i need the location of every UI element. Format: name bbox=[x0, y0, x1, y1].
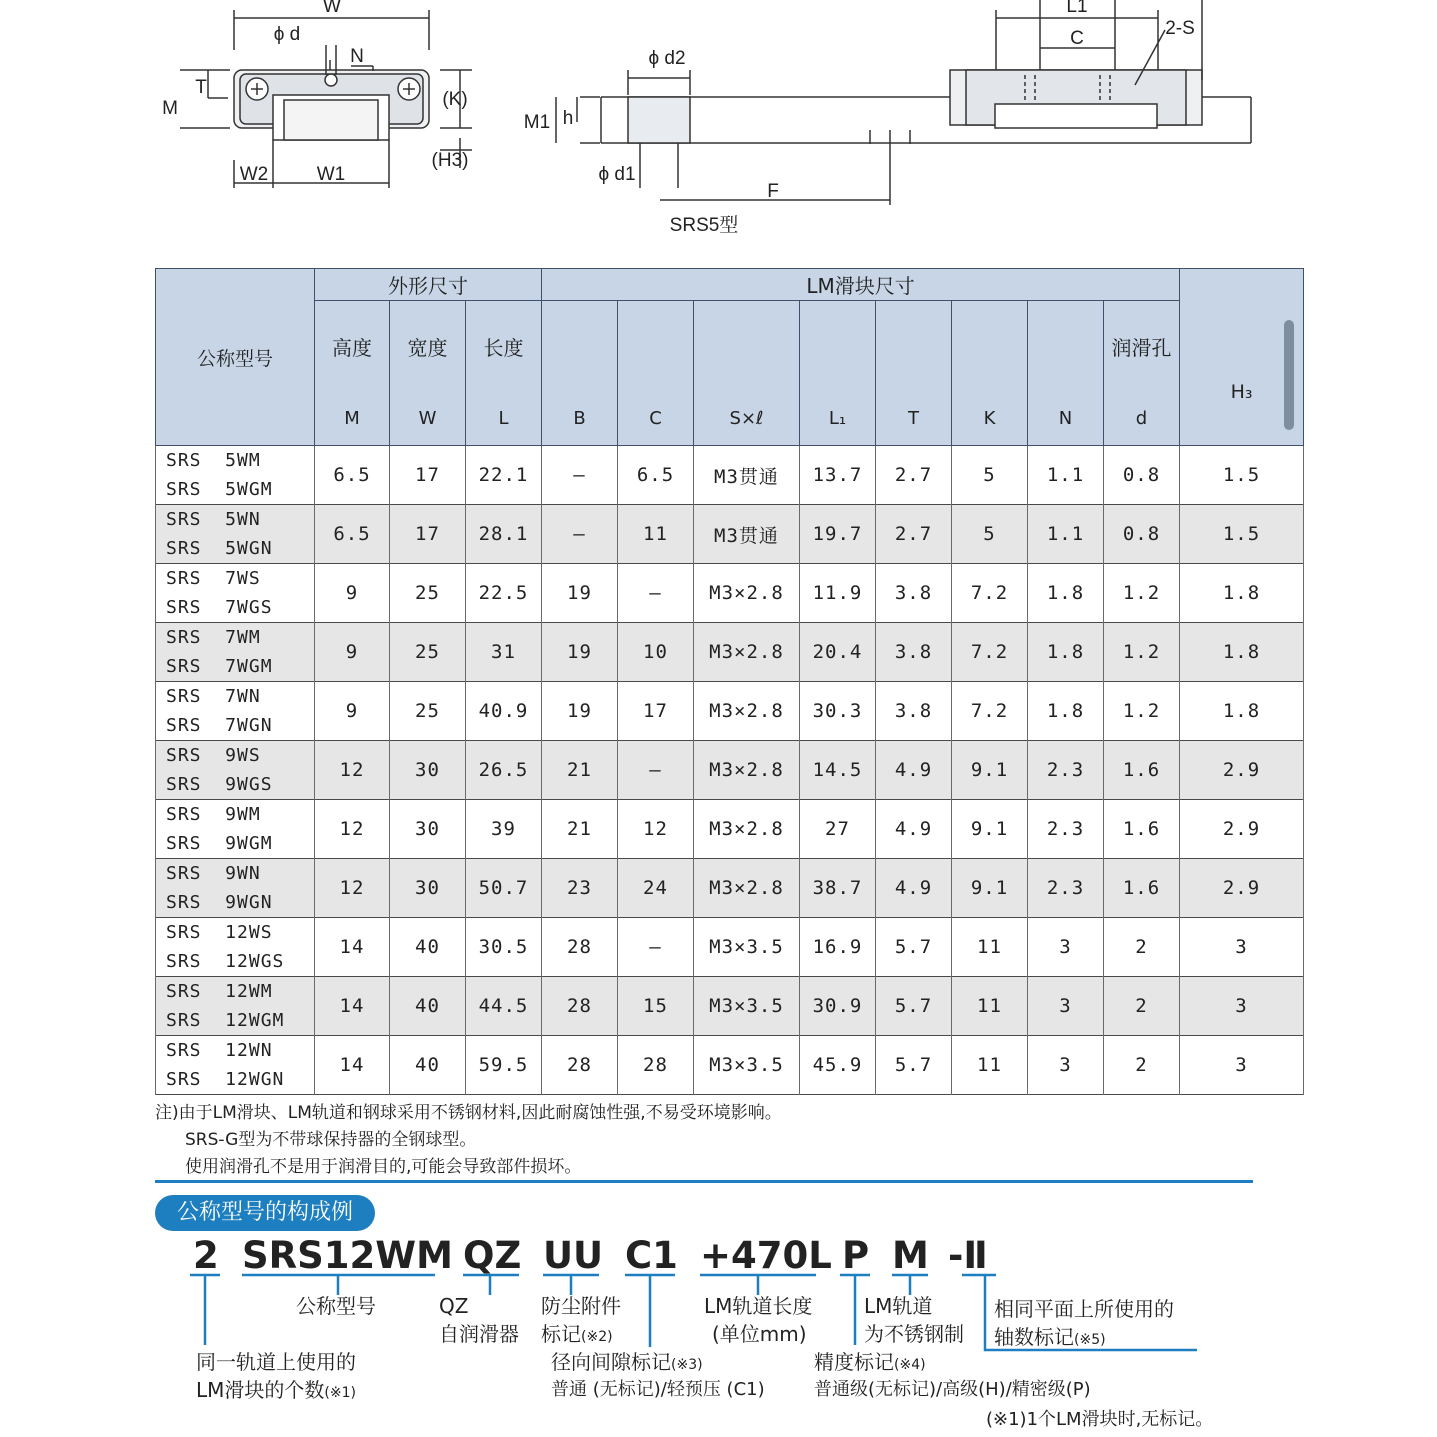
table-cell: 7.2 bbox=[952, 682, 1028, 741]
dim-L1: L1 bbox=[1066, 0, 1088, 17]
table-cell: 30.5 bbox=[466, 918, 542, 977]
code-count: 2 bbox=[193, 1234, 219, 1277]
table-cell: 44.5 bbox=[466, 977, 542, 1036]
caption-count-note: (※1) bbox=[324, 1385, 356, 1401]
model-cell bbox=[156, 564, 315, 623]
table-cell: 9 bbox=[315, 623, 390, 682]
table-row bbox=[156, 505, 1304, 564]
table-cell: 20.4 bbox=[800, 623, 876, 682]
table-cell: 1.1 bbox=[1028, 505, 1104, 564]
table-cell: 25 bbox=[390, 564, 466, 623]
table-cell: 28 bbox=[618, 1036, 694, 1095]
table-cell: 23 bbox=[542, 859, 618, 918]
section-divider bbox=[155, 1180, 1253, 1183]
table-cell: 38.7 bbox=[800, 859, 876, 918]
table-cell: 1.6 bbox=[1104, 800, 1180, 859]
sym-B: B bbox=[542, 391, 618, 446]
table-cell: 12 bbox=[315, 859, 390, 918]
table-cell: 12 bbox=[618, 800, 694, 859]
table-cell: 3 bbox=[1028, 1036, 1104, 1095]
lbl-blank-l1 bbox=[800, 301, 876, 392]
table-cell: 1.2 bbox=[1104, 682, 1180, 741]
table-cell: M3×2.8 bbox=[694, 800, 800, 859]
code-qz: QZ bbox=[463, 1234, 522, 1277]
caption-qz-1: QZ bbox=[439, 1294, 469, 1318]
model-cell bbox=[156, 741, 315, 800]
table-cell: 2.9 bbox=[1180, 800, 1304, 859]
caption-uu-note: (※2) bbox=[581, 1329, 613, 1345]
model-cell bbox=[156, 682, 315, 741]
table-cell: M3×3.5 bbox=[694, 1036, 800, 1095]
table-row bbox=[156, 623, 1304, 682]
lbl-blank-b bbox=[542, 301, 618, 392]
table-cell: 28 bbox=[542, 918, 618, 977]
table-cell: 21 bbox=[542, 800, 618, 859]
caption-axis-2: 轴数标记(※5) bbox=[994, 1325, 1106, 1349]
table-cell: 59.5 bbox=[466, 1036, 542, 1095]
table-cell: 50.7 bbox=[466, 859, 542, 918]
code-m: M bbox=[892, 1234, 929, 1277]
table-cell: M3×2.8 bbox=[694, 682, 800, 741]
group-lm-block-dims: LM滑块尺寸 bbox=[542, 269, 1180, 301]
table-cell: 28 bbox=[542, 977, 618, 1036]
table-cell: 28 bbox=[542, 1036, 618, 1095]
table-cell: M3×2.8 bbox=[694, 623, 800, 682]
dim-W: W bbox=[323, 0, 341, 17]
table-cell: 40 bbox=[390, 918, 466, 977]
table-cell: 14 bbox=[315, 977, 390, 1036]
table-cell: 9.1 bbox=[952, 741, 1028, 800]
table-cell: 1.8 bbox=[1028, 682, 1104, 741]
table-cell: 3.8 bbox=[876, 623, 952, 682]
table-cell: 3 bbox=[1180, 918, 1304, 977]
table-cell: M3×2.8 bbox=[694, 859, 800, 918]
caption-len-2: (单位mm) bbox=[712, 1322, 807, 1346]
caption-len-1: LM轨道长度 bbox=[704, 1294, 813, 1318]
table-cell: 5 bbox=[952, 446, 1028, 505]
table-cell: 3.8 bbox=[876, 682, 952, 741]
model-cell bbox=[156, 859, 315, 918]
table-cell: 6.5 bbox=[315, 505, 390, 564]
table-cell: 10 bbox=[618, 623, 694, 682]
lbl-blank-k bbox=[952, 301, 1028, 392]
sym-C: C bbox=[618, 391, 694, 446]
table-cell: M3×3.5 bbox=[694, 977, 800, 1036]
code-model: SRS12WM bbox=[242, 1234, 453, 1277]
dim-phi-d1: ϕ d1 bbox=[598, 164, 636, 185]
caption-p-note: (※4) bbox=[894, 1357, 926, 1373]
table-cell: 19 bbox=[542, 623, 618, 682]
table-cell: 26.5 bbox=[466, 741, 542, 800]
table-cell: 17 bbox=[390, 446, 466, 505]
caption-c1-1: 径向间隙标记(※3) bbox=[551, 1350, 703, 1374]
dim-W2: W2 bbox=[239, 164, 269, 185]
table-row bbox=[156, 918, 1304, 977]
table-cell: 9 bbox=[315, 682, 390, 741]
table-cell: 0.8 bbox=[1104, 446, 1180, 505]
table-cell: 3 bbox=[1028, 977, 1104, 1036]
table-cell: 14 bbox=[315, 1036, 390, 1095]
caption-p-1: 精度标记(※4) bbox=[814, 1350, 926, 1374]
table-cell: 30 bbox=[390, 859, 466, 918]
code-uu: UU bbox=[543, 1234, 604, 1277]
table-cell: 3 bbox=[1180, 1036, 1304, 1095]
sym-T: T bbox=[876, 391, 952, 446]
table-row bbox=[156, 977, 1304, 1036]
caption-axis-note: (※5) bbox=[1074, 1332, 1106, 1348]
table-cell: 45.9 bbox=[800, 1036, 876, 1095]
dim-phi-d2: ϕ d2 bbox=[648, 48, 686, 69]
lbl-width: 宽度 bbox=[390, 301, 466, 392]
table-cell: 5 bbox=[952, 505, 1028, 564]
table-cell: 11 bbox=[952, 1036, 1028, 1095]
table-cell: 4.9 bbox=[876, 859, 952, 918]
table-cell: — bbox=[618, 918, 694, 977]
section-title: 公称型号的构成例 bbox=[155, 1195, 375, 1231]
table-cell: 17 bbox=[618, 682, 694, 741]
note-2: SRS-G型为不带球保持器的全钢球型。 bbox=[185, 1130, 477, 1150]
table-cell: 31 bbox=[466, 623, 542, 682]
table-cell: 0.8 bbox=[1104, 505, 1180, 564]
table-cell: 11 bbox=[952, 977, 1028, 1036]
table-cell: 3 bbox=[1028, 918, 1104, 977]
caption-count-2: LM滑块的个数(※1) bbox=[196, 1378, 356, 1402]
table-cell: 40.9 bbox=[466, 682, 542, 741]
caption-p-2: 普通级(无标记)/高级(H)/精密级(P) bbox=[814, 1379, 1091, 1400]
table-cell: 19 bbox=[542, 564, 618, 623]
dim-M: M bbox=[162, 98, 178, 119]
drawing-caption: SRS5型 bbox=[669, 215, 739, 236]
table-cell: 1.5 bbox=[1180, 505, 1304, 564]
table-cell: 22.1 bbox=[466, 446, 542, 505]
model-name: SRS 5WN bbox=[166, 509, 261, 530]
model-name-g: SRS 7WGN bbox=[166, 715, 273, 736]
table-cell: 7.2 bbox=[952, 564, 1028, 623]
table-cell: M3×2.8 bbox=[694, 741, 800, 800]
model-name: SRS 9WM bbox=[166, 804, 261, 825]
table-cell: 2 bbox=[1104, 918, 1180, 977]
model-name: SRS 7WN bbox=[166, 686, 261, 707]
lbl-blank-s bbox=[694, 301, 800, 392]
table-cell: 1.2 bbox=[1104, 623, 1180, 682]
sym-N: N bbox=[1028, 391, 1104, 446]
table-cell: 30.3 bbox=[800, 682, 876, 741]
table-cell: 1.5 bbox=[1180, 446, 1304, 505]
table-cell: 7.2 bbox=[952, 623, 1028, 682]
code-p: P bbox=[842, 1234, 870, 1277]
table-cell: 25 bbox=[390, 682, 466, 741]
table-cell: 11.9 bbox=[800, 564, 876, 623]
model-name: SRS 7WM bbox=[166, 627, 261, 648]
spec-table bbox=[155, 268, 1304, 1095]
table-cell: 3.8 bbox=[876, 564, 952, 623]
table-cell: 5.7 bbox=[876, 918, 952, 977]
table-cell: 2.7 bbox=[876, 446, 952, 505]
table-cell: 21 bbox=[542, 741, 618, 800]
dim-H3: (H3) bbox=[431, 150, 469, 171]
table-cell: 2.3 bbox=[1028, 741, 1104, 800]
table-cell: 16.9 bbox=[800, 918, 876, 977]
dim-C: C bbox=[1070, 28, 1084, 49]
model-name: SRS 9WS bbox=[166, 745, 261, 766]
table-row bbox=[156, 1036, 1304, 1095]
model-cell bbox=[156, 800, 315, 859]
table-cell: 5.7 bbox=[876, 1036, 952, 1095]
table-cell: 2.7 bbox=[876, 505, 952, 564]
table-cell: 1.6 bbox=[1104, 741, 1180, 800]
table-cell: M3×3.5 bbox=[694, 918, 800, 977]
table-cell: 17 bbox=[390, 505, 466, 564]
model-name-g: SRS 12WGM bbox=[166, 1010, 285, 1031]
caption-count-1: 同一轨道上使用的 bbox=[196, 1350, 356, 1374]
lbl-blank-t bbox=[876, 301, 952, 392]
lbl-height: 高度 bbox=[315, 301, 390, 392]
model-cell bbox=[156, 505, 315, 564]
table-cell: 1.8 bbox=[1180, 682, 1304, 741]
dim-2-S: 2-S bbox=[1165, 18, 1195, 39]
table-cell: 27 bbox=[800, 800, 876, 859]
code-axis: -Ⅱ bbox=[948, 1234, 988, 1277]
table-cell: 14 bbox=[315, 918, 390, 977]
dim-N: N bbox=[350, 46, 364, 67]
model-cell bbox=[156, 918, 315, 977]
caption-m-2: 为不锈钢制 bbox=[864, 1322, 964, 1346]
sym-L: L bbox=[466, 391, 542, 446]
model-name-g: SRS 7WGS bbox=[166, 597, 273, 618]
model-name-g: SRS 5WGN bbox=[166, 538, 273, 559]
table-cell: M3贯通 bbox=[694, 446, 800, 505]
table-cell: — bbox=[542, 446, 618, 505]
model-cell bbox=[156, 446, 315, 505]
table-cell: 1.6 bbox=[1104, 859, 1180, 918]
table-cell: 2 bbox=[1104, 1036, 1180, 1095]
model-name-g: SRS 9WGN bbox=[166, 892, 273, 913]
lbl-blank-n bbox=[1028, 301, 1104, 392]
table-cell: 9 bbox=[315, 564, 390, 623]
dim-M1: M1 bbox=[523, 112, 551, 133]
table-cell: — bbox=[618, 741, 694, 800]
table-cell: 14.5 bbox=[800, 741, 876, 800]
table-cell: 1.2 bbox=[1104, 564, 1180, 623]
table-cell: M3×2.8 bbox=[694, 564, 800, 623]
table-row bbox=[156, 564, 1304, 623]
table-cell: 3 bbox=[1180, 977, 1304, 1036]
table-cell: 6.5 bbox=[315, 446, 390, 505]
table-row bbox=[156, 741, 1304, 800]
dim-F: F bbox=[767, 181, 779, 202]
table-cell: 12 bbox=[315, 741, 390, 800]
table-cell: 1.8 bbox=[1180, 623, 1304, 682]
table-cell: — bbox=[618, 564, 694, 623]
model-cell bbox=[156, 623, 315, 682]
model-name: SRS 12WN bbox=[166, 1040, 273, 1061]
table-cell: 6.5 bbox=[618, 446, 694, 505]
scrollbar-thumb[interactable] bbox=[1284, 320, 1294, 430]
footnote: (※1)1个LM滑块时,无标记。 bbox=[986, 1409, 1214, 1430]
model-name-g: SRS 12WGN bbox=[166, 1069, 285, 1090]
sym-L1: L₁ bbox=[800, 391, 876, 446]
table-row bbox=[156, 446, 1304, 505]
table-cell: 4.9 bbox=[876, 741, 952, 800]
caption-c1-2: 普通 (无标记)/轻预压 (C1) bbox=[551, 1379, 765, 1400]
table-cell: 22.5 bbox=[466, 564, 542, 623]
table-cell: 2.3 bbox=[1028, 800, 1104, 859]
table-cell: 4.9 bbox=[876, 800, 952, 859]
code-c1: C1 bbox=[625, 1234, 678, 1277]
model-name: SRS 9WN bbox=[166, 863, 261, 884]
model-cell bbox=[156, 977, 315, 1036]
model-name: SRS 12WS bbox=[166, 922, 273, 943]
lbl-blank-c bbox=[618, 301, 694, 392]
note-1: 注)由于LM滑块、LM轨道和钢球采用不锈钢材料,因此耐腐蚀性强,不易受环境影响。 bbox=[155, 1103, 782, 1123]
table-row bbox=[156, 859, 1304, 918]
dim-phi-d: ϕ d bbox=[273, 24, 301, 45]
model-name-g: SRS 12WGS bbox=[166, 951, 285, 972]
sym-K: K bbox=[952, 391, 1028, 446]
group-outer-dims: 外形尺寸 bbox=[315, 269, 542, 301]
caption-c1-note: (※3) bbox=[671, 1357, 703, 1373]
table-cell: 9.1 bbox=[952, 800, 1028, 859]
model-name-g: SRS 7WGM bbox=[166, 656, 273, 677]
sym-d: d bbox=[1104, 391, 1180, 446]
model-name: SRS 12WM bbox=[166, 981, 273, 1002]
model-name-g: SRS 9WGM bbox=[166, 833, 273, 854]
model-header: 公称型号 bbox=[156, 269, 315, 446]
table-cell: 30.9 bbox=[800, 977, 876, 1036]
table-row bbox=[156, 682, 1304, 741]
table-cell: 2 bbox=[1104, 977, 1180, 1036]
table-cell: 12 bbox=[315, 800, 390, 859]
table-cell: 13.7 bbox=[800, 446, 876, 505]
table-cell: 25 bbox=[390, 623, 466, 682]
h3-symbol: H₃ bbox=[1230, 381, 1253, 403]
caption-qz-2: 自润滑器 bbox=[439, 1322, 519, 1346]
dim-T: T bbox=[195, 77, 207, 98]
table-cell: 11 bbox=[952, 918, 1028, 977]
table-cell: 30 bbox=[390, 741, 466, 800]
lbl-length: 长度 bbox=[466, 301, 542, 392]
table-cell: 15 bbox=[618, 977, 694, 1036]
table-cell: 40 bbox=[390, 1036, 466, 1095]
table-cell: M3贯通 bbox=[694, 505, 800, 564]
table-row bbox=[156, 800, 1304, 859]
table-cell: 1.1 bbox=[1028, 446, 1104, 505]
dim-W1: W1 bbox=[316, 164, 346, 185]
caption-axis-1: 相同平面上所使用的 bbox=[994, 1297, 1174, 1321]
note-3: 使用润滑孔不是用于润滑目的,可能会导致部件损坏。 bbox=[185, 1157, 582, 1177]
table-cell: 5.7 bbox=[876, 977, 952, 1036]
caption-uu-1: 防尘附件 bbox=[541, 1294, 621, 1318]
sym-M: M bbox=[315, 391, 390, 446]
model-name-g: SRS 5WGM bbox=[166, 479, 273, 500]
table-cell: 1.8 bbox=[1028, 564, 1104, 623]
dim-K: (K) bbox=[442, 89, 468, 110]
caption-m-1: LM轨道 bbox=[864, 1294, 933, 1318]
technical-drawing bbox=[0, 0, 1437, 250]
sym-W: W bbox=[390, 391, 466, 446]
table-cell: 39 bbox=[466, 800, 542, 859]
model-name-g: SRS 9WGS bbox=[166, 774, 273, 795]
table-cell: 40 bbox=[390, 977, 466, 1036]
table-cell: 9.1 bbox=[952, 859, 1028, 918]
model-cell bbox=[156, 1036, 315, 1095]
table-cell: 2.9 bbox=[1180, 741, 1304, 800]
model-name: SRS 5WM bbox=[166, 450, 261, 471]
table-cell: 30 bbox=[390, 800, 466, 859]
table-cell: 19 bbox=[542, 682, 618, 741]
caption-uu-2: 标记(※2) bbox=[541, 1322, 613, 1346]
caption-model: 公称型号 bbox=[296, 1294, 376, 1318]
table-cell: 24 bbox=[618, 859, 694, 918]
table-cell: 11 bbox=[618, 505, 694, 564]
dim-h: h bbox=[562, 108, 574, 129]
table-cell: — bbox=[542, 505, 618, 564]
table-cell: 1.8 bbox=[1180, 564, 1304, 623]
code-length: +470L bbox=[700, 1234, 832, 1277]
table-cell: 19.7 bbox=[800, 505, 876, 564]
table-cell: 2.9 bbox=[1180, 859, 1304, 918]
table-cell: 2.3 bbox=[1028, 859, 1104, 918]
lbl-oil-hole: 润滑孔 bbox=[1104, 301, 1180, 392]
table-cell: 1.8 bbox=[1028, 623, 1104, 682]
sym-S-l: S×ℓ bbox=[694, 391, 800, 446]
table-cell: 28.1 bbox=[466, 505, 542, 564]
model-name: SRS 7WS bbox=[166, 568, 261, 589]
